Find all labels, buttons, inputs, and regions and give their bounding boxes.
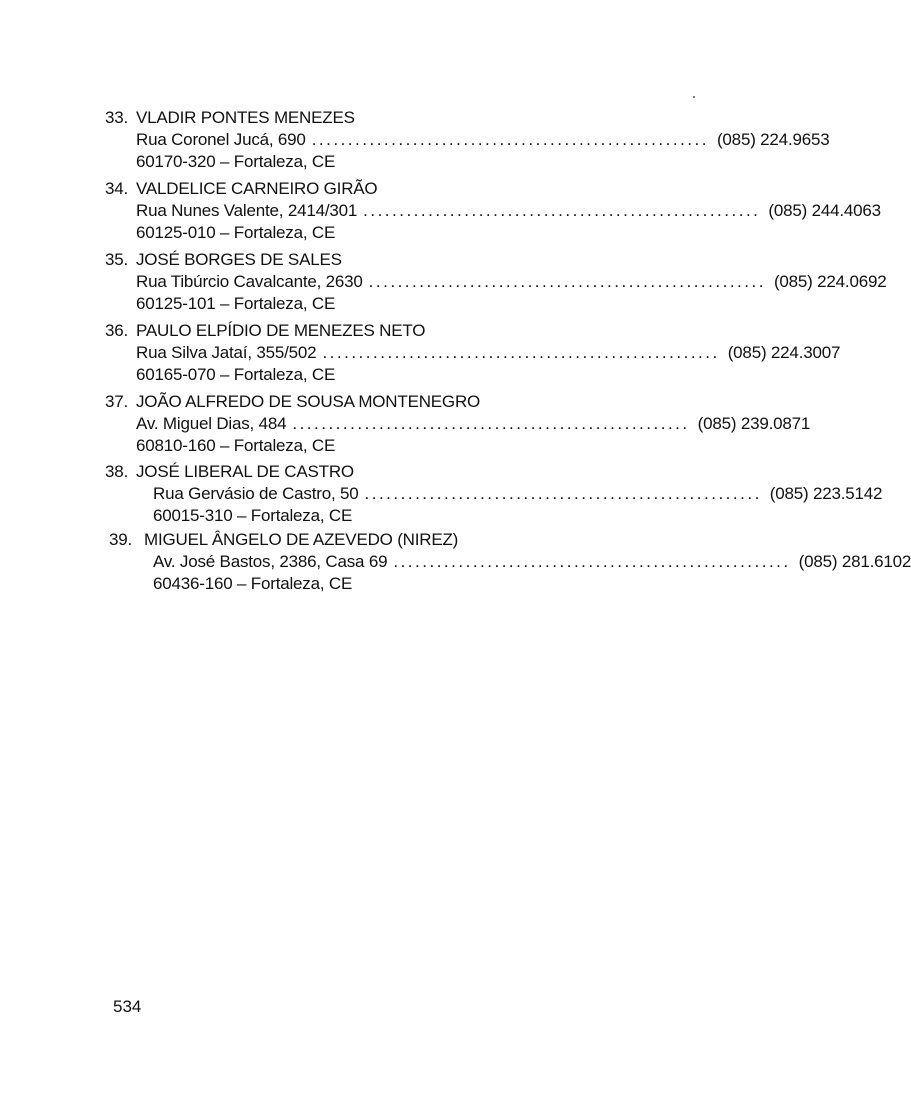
directory-entry-33 [105,107,830,173]
scan-speck [693,96,695,98]
entry-number: 37. [105,392,129,411]
directory-entry-39 [109,529,911,595]
entry-number: 33. [105,108,129,127]
entry-address: Rua Tibúrcio Cavalcante, 2630 [136,272,363,291]
entry-number: 39. [109,530,133,549]
entry-address: Rua Coronel Jucá, 690 [136,130,306,149]
dot-leader: ....................................................... [364,484,762,503]
entry-name: VLADIR PONTES MENEZES [136,108,355,127]
entry-phone: (085) 224.3007 [727,343,841,362]
entry-address: Rua Nunes Valente, 2414/301 [136,201,358,220]
entry-city: 60125-010 – Fortaleza, CE [136,223,336,242]
entry-phone: (085) 239.0871 [697,414,811,433]
entry-city: 60125-101 – Fortaleza, CE [136,294,336,313]
entry-phone: (085) 224.9653 [716,130,830,149]
dot-leader: ....................................................... [368,272,766,291]
entry-address: Av. José Bastos, 2386, Casa 69 [153,552,388,571]
directory-entry-38 [105,461,883,527]
dot-leader: ....................................................... [393,552,791,571]
entry-number: 38. [105,462,129,481]
entry-number: 35. [105,250,129,269]
directory-entry-37 [105,391,811,457]
dot-leader: ....................................................... [292,414,690,433]
entry-name: JOSÉ BORGES DE SALES [136,250,342,269]
entry-city: 60165-070 – Fortaleza, CE [136,365,336,384]
entry-name: PAULO ELPÍDIO DE MENEZES NETO [136,321,426,340]
entry-city: 60810-160 – Fortaleza, CE [136,436,336,455]
entry-name: VALDELICE CARNEIRO GIRÃO [136,179,378,198]
dot-leader: ....................................................... [363,201,761,220]
entry-address: Av. Miguel Dias, 484 [136,414,287,433]
entry-address: Rua Silva Jataí, 355/502 [136,343,317,362]
entry-phone: (085) 224.0692 [773,272,887,291]
entry-name: JOÃO ALFREDO DE SOUSA MONTENEGRO [136,392,481,411]
dot-leader: ....................................................... [322,343,720,362]
entry-city: 60436-160 – Fortaleza, CE [153,574,353,593]
entry-phone: (085) 223.5142 [769,484,883,503]
entry-number: 36. [105,321,129,340]
entry-phone: (085) 281.6102 [798,552,911,571]
dot-leader: ....................................................... [311,130,709,149]
entry-address: Rua Gervásio de Castro, 50 [153,484,359,503]
directory-entry-34 [105,178,881,244]
directory-entry-35 [105,249,887,315]
directory-entry-36 [105,320,841,386]
page-number: 534 [113,997,142,1016]
entry-name: JOSÉ LIBERAL DE CASTRO [136,462,354,481]
entry-number: 34. [105,179,129,198]
entry-city: 60170-320 – Fortaleza, CE [136,152,336,171]
entry-phone: (085) 244.4063 [768,201,881,220]
entry-city: 60015-310 – Fortaleza, CE [153,506,353,525]
entry-name: MIGUEL ÂNGELO DE AZEVEDO (NIREZ) [144,530,459,549]
